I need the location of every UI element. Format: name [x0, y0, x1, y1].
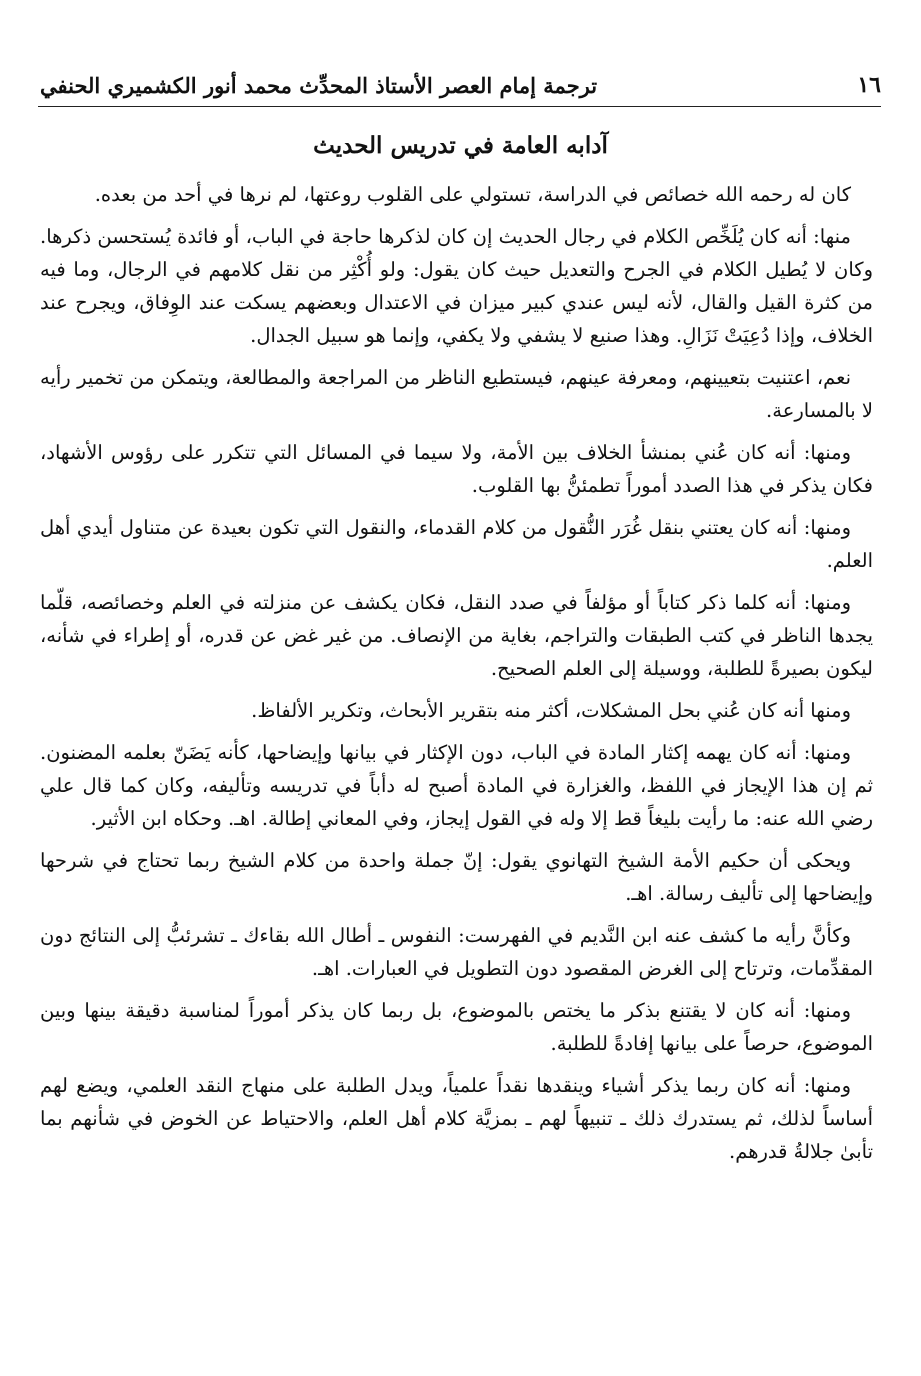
paragraph: ومنها: أنه كان لا يقتنع بذكر ما يختص بالموضوع، بل ربما كان يذكر أموراً لمناسبة دقيقة بينها وبين الموضوع، حرصاً على بيانها إفادةً للطلبة.: [40, 999, 873, 1055]
paragraph: ومنها: أنه كان يعتني بنقل غُرَر النُّقول من كلام القدماء، والنقول التي تكون بعيدة عن متناول أيدي أهل العلم.: [40, 516, 873, 572]
paragraph: ويحكى أن حكيم الأمة الشيخ التهانوي يقول: إنّ جملة واحدة من كلام الشيخ ربما تحتاج في شرحها وإيضاحها إلى تأليف رسالة. اهـ.: [40, 849, 873, 905]
paragraph: ومنها: أنه كان ربما يذكر أشياء وينقدها نقداً علمياً، ويدل الطلبة على منهاج النقد العلمي، ويضع لهم أساساً لذلك، ثم يستدرك ذلك ـ تنبيهاً لهم ـ بمزيَّة كلام أهل العلم، والاحتياط عن الخوض في شأنهم بما تأبىٰ جلالةُ قدرهم.: [40, 1074, 873, 1163]
paragraph: ومنها: أنه كان يهمه إكثار المادة في الباب، دون الإكثار في بيانها وإيضاحها، كأنه يَضَنّ بعلمه المضنون. ثم إن هذا الإيجاز في اللفظ، والغزارة في المادة أصبح له دأباً في تدريسه وتأليفه، وكان كما قال علي رضي الله عنه: ما رأيت بليغاً قط إلا وله في القول إيجاز، وفي المعاني إطالة. اهـ. وحكاه ابن الأثير.: [40, 741, 873, 830]
paragraph: ومنها أنه كان عُني بحل المشكلات، أكثر منه بتقرير الأبحاث، وتكرير الألفاظ.: [251, 699, 851, 722]
paragraph: وكأنَّ رأيه ما كشف عنه ابن النَّديم في الفهرست: النفوس ـ أطال الله بقاءك ـ تشرئبُّ إلى النتائج دون المقدِّمات، وترتاح إلى الغرض المقصود دون التطويل في العبارات. اهـ.: [40, 924, 873, 980]
body-text: [40, 178, 873, 1177]
header-rule: [38, 106, 881, 107]
paragraph: منها: أنه كان يُلَخِّص الكلام في رجال الحديث إن كان لذكرها حاجة في الباب، أو فائدة يُستحسن ذكرها. وكان لا يُطيل الكلام في الجرح والتعديل حيث كان يقول: ولو أُكْثِر من نقل كلامهم في الرجال، وما فيه من كثرة القيل والقال، لأنه ليس عندي كبير ميزان في الاعتدال وبعضهم يسكت عند الوِفاق، ويجرح عند الخلاف، وإذا دُعِيَتْ نَزَالِ. وهذا صنيع لا يشفي ولا يكفي، وإنما هو سبيل الجدال.: [40, 225, 873, 347]
paragraph-intro: كان له رحمه الله خصائص في الدراسة، تستولي على القلوب روعتها، لم نرها في أحد من بعده.: [94, 183, 851, 206]
paragraph: ومنها: أنه كان عُني بمنشأ الخلاف بين الأمة، ولا سيما في المسائل التي تتكرر على رؤوس الأشهاد، فكان يذكر في هذا الصدد أموراً تطمئنُّ بها القلوب.: [40, 441, 873, 497]
paragraph: نعم، اعتنيت بتعيينهم، ومعرفة عينهم، فيستطيع الناظر من المراجعة والمطالعة، ويتمكن من تخمير رأيه لا بالمسارعة.: [40, 366, 873, 422]
paragraph: ومنها: أنه كلما ذكر كتاباً أو مؤلفاً في صدد النقل، فكان يكشف عن منزلته في العلم وخصائصه، قلّما يجدها الناظر في كتب الطبقات والتراجم، بغاية من الإنصاف. من غير غض عن قدره، أو إطراء في شأنه، ليكون بصيرةً للطلبة، ووسيلة إلى العلم الصحيح.: [40, 591, 873, 680]
page-number: ١٦: [857, 72, 881, 98]
section-title: آدابه العامة في تدريس الحديث: [313, 132, 608, 159]
running-title: ترجمة إمام العصر الأستاذ المحدِّث محمد أنور الكشميري الحنفي: [40, 73, 598, 98]
running-header: [40, 58, 881, 98]
